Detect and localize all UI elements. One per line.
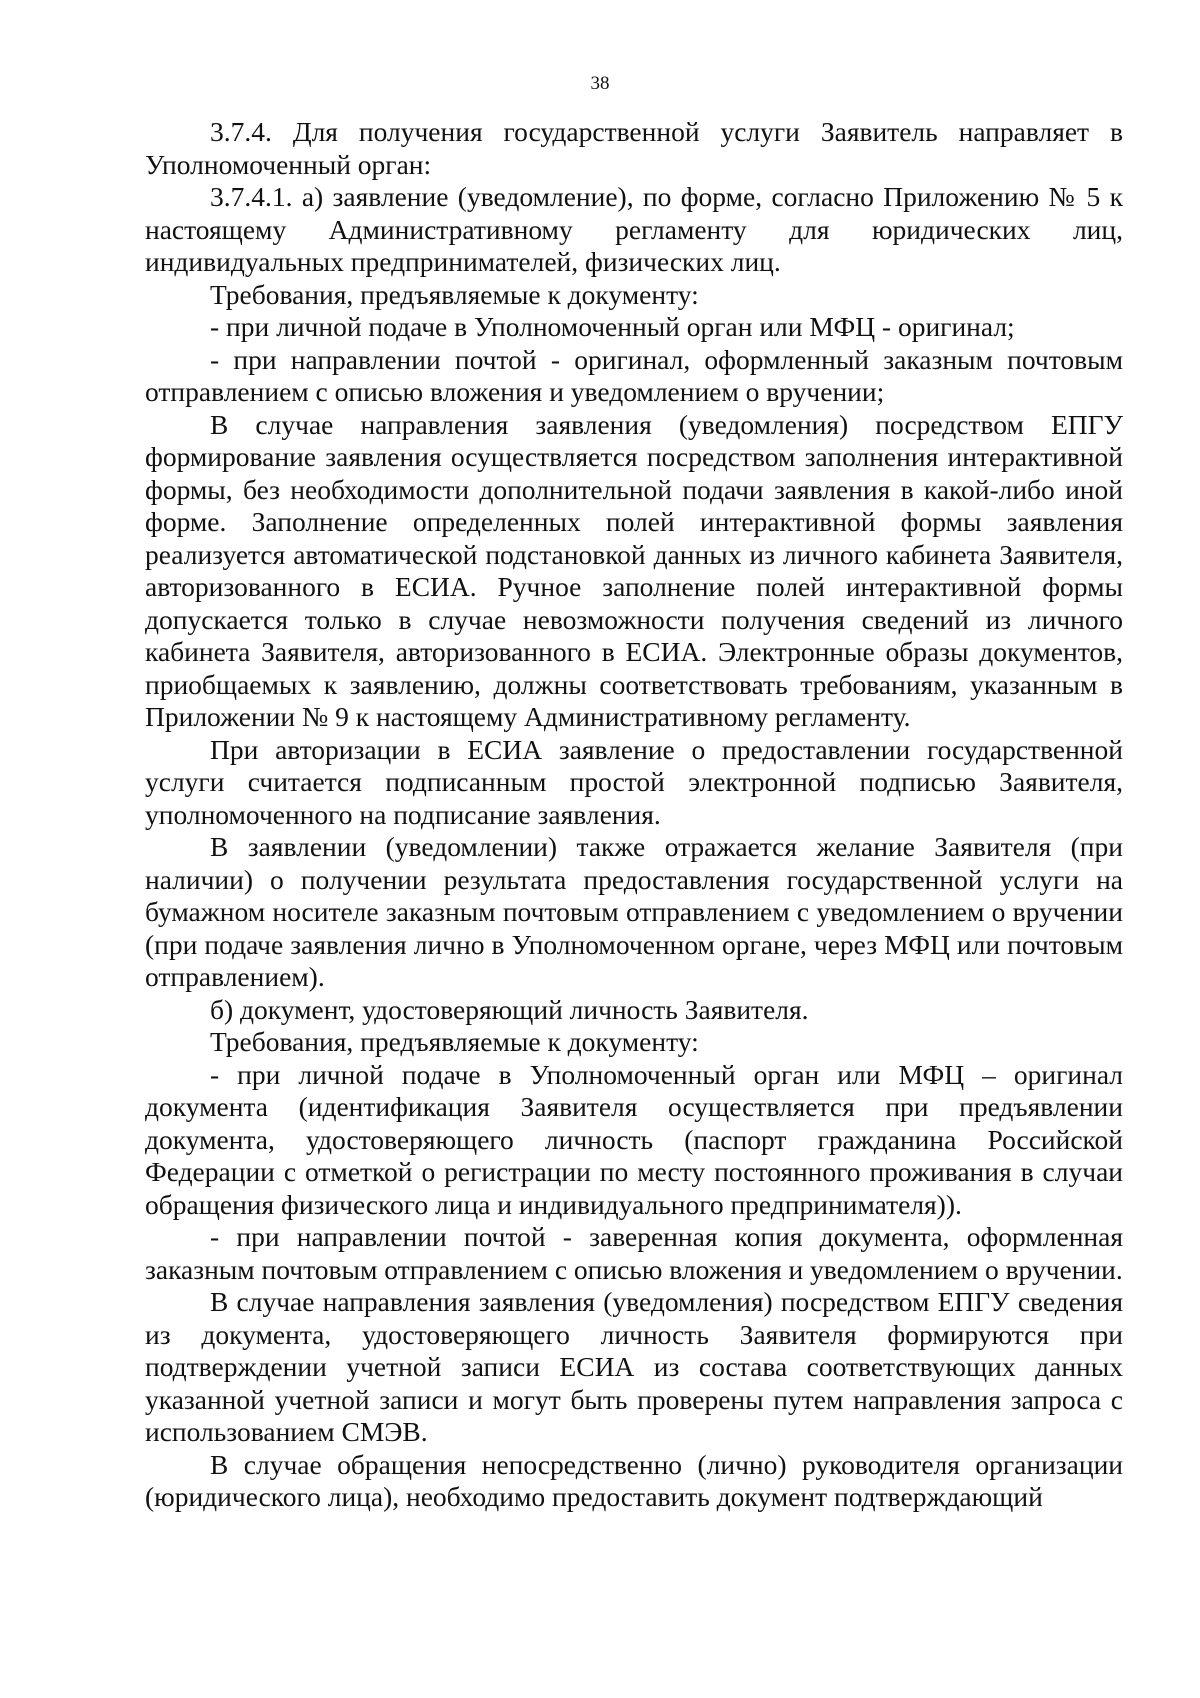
paragraph-postal-submission-2: - при направлении почтой - заверенная копия документа, оформленная заказным почтовым отправлением с описью вложения и уведомлением о вручении. [145, 1221, 1123, 1285]
paragraph-requirements-heading: Требования, предъявляемые к документу: [210, 278, 699, 310]
page-number: 38 [590, 73, 610, 94]
paragraph-epgu-submission: В случае направления заявления (уведомления) посредством ЕПГУ формирование заявления осуществляется посредством заполнения интерактивной формы, без необходимости дополнительной подачи заявления в какой-либо иной форме. Заполнение определенных полей интерактивной формы заявления реализуется автоматической подстановкой данных из личного кабинета Заявителя, авторизованного в ЕСИА. Ручное заполнение полей интерактивной формы допускается только в случае невозможности получения сведений из личного кабинета Заявителя, авторизованного в ЕСИА. Электронные образы документов, приобщаемых к заявлению, должны соответствовать требованиям, указанным в Приложении № 9 к настоящему Административному регламенту. [145, 408, 1123, 732]
paragraph-requirements-heading-2: Требования, предъявляемые к документу: [210, 1026, 699, 1057]
paragraph-esia-authorization: При авторизации в ЕСИА заявление о предоставлении государственной услуги считается подписанным простой электронной подписью Заявителя, уполномоченного на подписание заявления. [145, 733, 1123, 830]
document-body [145, 116, 1123, 1514]
paragraph-identity-document: б) документ, удостоверяющий личность Заявителя. [210, 993, 809, 1025]
paragraph-paper-result: В заявлении (уведомлении) также отражается желание Заявителя (при наличии) о получении результата предоставления государственной услуги на бумажном носителе заказным почтовым отправлением с уведомлением о вручении (при подаче заявления лично в Уполномоченном органе, через МФЦ или почтовым отправлением). [145, 831, 1123, 992]
paragraph-personal-submission-2: - при личной подаче в Уполномоченный орган или МФЦ – оригинал документа (идентификация Заявителя осуществляется при предъявлении документа, удостоверяющего личность (паспорт гражданина Российской Федерации с отметкой о регистрации по месту постоянного проживания в случаи обращения физического лица и индивидуального предпринимателя)). [145, 1058, 1123, 1220]
paragraph-postal-submission: - при направлении почтой - оригинал, оформленный заказным почтовым отправлением с описью вложения и уведомлением о вручении; [145, 343, 1123, 407]
paragraph-3-7-4-1: 3.7.4.1. а) заявление (уведомление), по форме, согласно Приложению № 5 к настоящему Административному регламенту для юридических лиц, индивидуальных предпринимателей, физических лиц. [145, 181, 1123, 277]
paragraph-3-7-4: 3.7.4. Для получения государственной услуги Заявитель направляет в Уполномоченный орган: [145, 116, 1123, 180]
paragraph-epgu-identity: В случае направления заявления (уведомления) посредством ЕПГУ сведения из документа, удостоверяющего личность Заявителя формируются при подтверждении учетной записи ЕСИА из состава соответствующих данных указанной учетной записи и могут быть проверены путем направления запроса с использованием СМЭВ. [145, 1286, 1123, 1447]
paragraph-personal-submission: - при личной подаче в Уполномоченный орган или МФЦ - оригинал; [210, 311, 1015, 342]
paragraph-organization-head: В случае обращения непосредственно (лично) руководителя организации (юридического лица), необходимо предоставить документ подтверждающий [145, 1448, 1123, 1512]
